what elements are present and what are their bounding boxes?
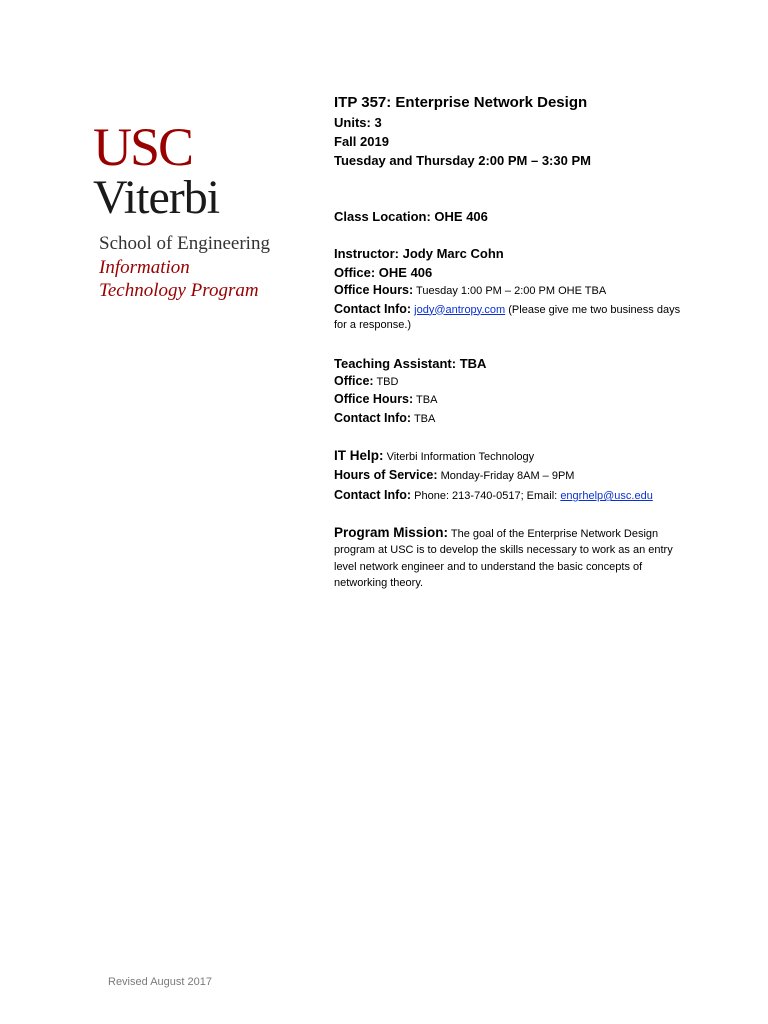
logo-program-line1: Information: [99, 257, 190, 278]
mission-line2: program at USC is to develop the skills necessary to work as an entry: [334, 544, 673, 556]
logo-program-text: [99, 256, 259, 302]
ta-office-label: Office:: [334, 373, 374, 388]
class-location: Class Location: OHE 406: [334, 209, 488, 224]
logo-usc-text: USC: [93, 117, 193, 177]
it-contact-value: Phone: 213-740-0517; Email:: [414, 490, 558, 502]
it-contact: [334, 487, 694, 506]
mission-line4: networking theory.: [334, 577, 424, 589]
it-contact-label: Contact Info:: [334, 488, 412, 502]
ta-contact-value: TBA: [413, 412, 436, 425]
instructor-office: Office: OHE 406: [334, 265, 433, 280]
program-mission: [334, 525, 694, 592]
it-hours-value: Monday-Friday 8AM – 9PM: [440, 469, 575, 482]
instructor-contact-label: Contact Info:: [334, 301, 412, 316]
course-units: Units: 3: [334, 115, 382, 130]
ta-office: [334, 373, 694, 392]
ta-name: Teaching Assistant: TBA: [334, 355, 487, 371]
course-schedule: Tuesday and Thursday 2:00 PM – 3:30 PM: [334, 153, 591, 168]
instructor-hours-value: Tuesday 1:00 PM – 2:00 PM OHE TBA: [416, 285, 607, 297]
ta-office-value: TBD: [376, 375, 399, 388]
mission-label: Program Mission:: [334, 524, 449, 540]
it-help-email-link[interactable]: engrhelp@usc.edu: [560, 490, 653, 502]
ta-contact: [334, 410, 694, 429]
it-help: [334, 447, 694, 467]
logo-program-line2: Technology Program: [99, 280, 259, 301]
logo-school-text: School of Engineering: [99, 233, 270, 254]
logo-viterbi-text: Viterbi: [93, 171, 220, 224]
it-help-value: Viterbi Information Technology: [386, 451, 535, 463]
ta-contact-label: Contact Info:: [334, 410, 412, 425]
ta-hours-label: Office Hours:: [334, 392, 414, 406]
revised-footer: Revised August 2017: [108, 976, 212, 988]
instructor-contact-note-cont: for a response.): [334, 319, 412, 331]
instructor-hours: [334, 282, 694, 301]
instructor-hours-label: Office Hours:: [334, 283, 414, 297]
instructor-email-link[interactable]: jody@antropy.com: [414, 303, 506, 316]
ta-hours: [334, 391, 694, 410]
mission-line3: level network engineer and to understand the basic concepts of: [334, 560, 643, 573]
usc-viterbi-logo: [93, 117, 293, 310]
it-hours: [334, 467, 694, 486]
it-help-label: IT Help:: [334, 448, 384, 463]
course-term: Fall 2019: [334, 134, 389, 149]
instructor-name: Instructor: Jody Marc Cohn: [334, 246, 504, 261]
syllabus-header: [334, 93, 694, 592]
it-hours-label: Hours of Service:: [334, 467, 438, 482]
instructor-contact-note: (Please give me two business days: [508, 303, 681, 316]
mission-line1: The goal of the Enterprise Network Design: [450, 527, 659, 540]
course-title: ITP 357: Enterprise Network Design: [334, 94, 588, 111]
ta-hours-value: TBA: [416, 394, 438, 406]
